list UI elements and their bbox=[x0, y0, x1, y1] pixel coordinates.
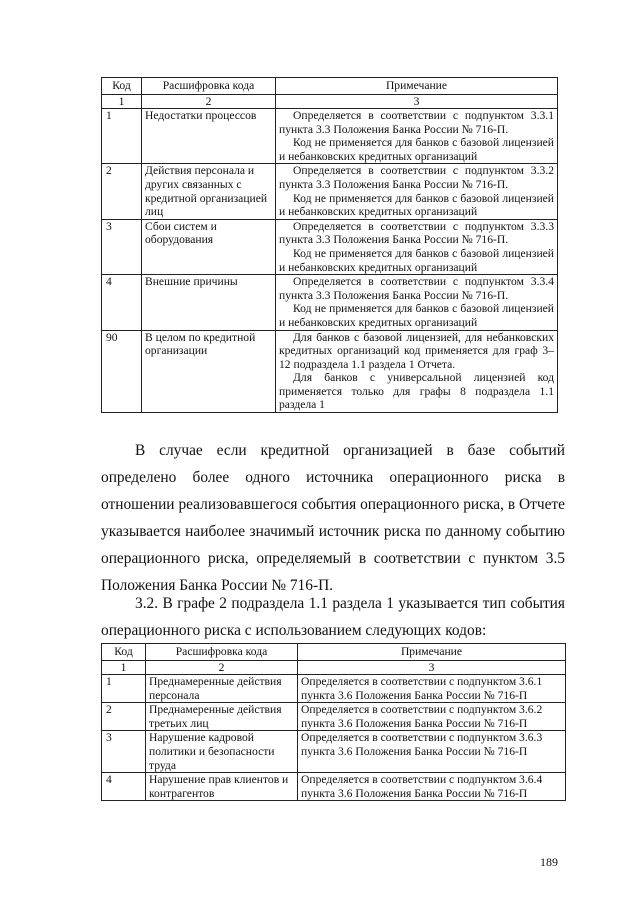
row-name: Нарушение кадровой политики и безопасности труда bbox=[146, 731, 298, 773]
row-note: Определяется в соответствии с подпунктом 3.6.4 пункта 3.6 Положения Банка России № 716-П bbox=[298, 773, 566, 801]
note-line: Определяется в соответствии с подпунктом 3.3.3 пункта 3.3 Положения Банка России № 716-П. bbox=[279, 219, 554, 247]
table-header-row bbox=[102, 644, 566, 661]
header-note: Примечание bbox=[276, 78, 558, 95]
row-name: В целом по кредитной организации bbox=[142, 330, 276, 413]
header-code: Код bbox=[102, 78, 142, 95]
row-name: Преднамеренные действия персонала bbox=[146, 675, 298, 703]
row-code: 4 bbox=[102, 773, 146, 801]
column-number: 1 bbox=[102, 95, 142, 109]
row-name: Действия персонала и других связанных с кредитной организацией лиц bbox=[142, 164, 276, 219]
row-note bbox=[276, 219, 558, 274]
body-paragraph: В случае если кредитной организацией в базе событий определено более одного источника операционного риска в отношении реализовавшегося события операционного риска, в Отчете указывается наиболее значимый источник риска по данному событию операционного риска, определяемый в соответствии с пунктом 3.5 Положения Банка России № 716-П. bbox=[101, 442, 565, 594]
row-note: Определяется в соответствии с подпунктом 3.6.1 пункта 3.6 Положения Банка России № 716-П bbox=[298, 675, 566, 703]
column-number-row bbox=[102, 95, 558, 109]
source-code-table bbox=[101, 77, 558, 413]
note-line: Код не применяется для банков с базовой лицензией и небанковских кредитных организаций bbox=[279, 136, 554, 163]
row-note bbox=[276, 164, 558, 219]
row-note bbox=[276, 275, 558, 330]
row-name: Сбои систем и оборудования bbox=[142, 219, 276, 274]
body-paragraph: 3.2. В графе 2 подраздела 1.1 раздела 1 указывается тип события операционного риска с использованием следующих кодов: bbox=[101, 595, 565, 639]
row-note bbox=[276, 330, 558, 413]
note-line: Определяется в соответствии с подпунктом 3.3.1 пункта 3.3 Положения Банка России № 716-П. bbox=[279, 109, 554, 136]
row-code: 3 bbox=[102, 219, 142, 274]
note-line: Для банков с универсальной лицензией код применяется только для графы 8 подраздела 1.1 раздела 1 bbox=[279, 371, 554, 412]
row-name: Недостатки процессов bbox=[142, 109, 276, 164]
table-row bbox=[102, 275, 558, 330]
page-number: 189 bbox=[540, 855, 558, 869]
note-line: Код не применяется для банков с базовой лицензией и небанковских кредитных организаций bbox=[279, 246, 554, 274]
table-row bbox=[102, 109, 558, 164]
column-number: 3 bbox=[276, 95, 558, 109]
header-name: Расшифровка кода bbox=[142, 78, 276, 95]
row-note bbox=[276, 109, 558, 164]
header-name: Расшифровка кода bbox=[146, 644, 298, 661]
column-number: 3 bbox=[298, 661, 566, 675]
column-number: 1 bbox=[102, 661, 146, 675]
row-code: 1 bbox=[102, 109, 142, 164]
row-code: 3 bbox=[102, 731, 146, 773]
table-row bbox=[102, 773, 566, 801]
table-row bbox=[102, 219, 558, 274]
row-code: 2 bbox=[102, 164, 142, 219]
note-line: Код не применяется для банков с базовой лицензией и небанковских кредитных организаций bbox=[279, 191, 554, 219]
note-line: Определяется в соответствии с подпунктом 3.3.2 пункта 3.3 Положения Банка России № 716-П. bbox=[279, 164, 554, 191]
row-code: 2 bbox=[102, 703, 146, 731]
header-note: Примечание bbox=[298, 644, 566, 661]
row-note: Определяется в соответствии с подпунктом 3.6.3 пункта 3.6 Положения Банка России № 716-П bbox=[298, 731, 566, 773]
table-row bbox=[102, 330, 558, 413]
table-row bbox=[102, 164, 558, 219]
note-line: Код не применяется для банков с базовой лицензией и небанковских кредитных организаций bbox=[279, 302, 554, 329]
row-code: 90 bbox=[102, 330, 142, 413]
row-name: Преднамеренные действия третьих лиц bbox=[146, 703, 298, 731]
column-number: 2 bbox=[146, 661, 298, 675]
row-code: 1 bbox=[102, 675, 146, 703]
table-row bbox=[102, 675, 566, 703]
table-row bbox=[102, 703, 566, 731]
header-code: Код bbox=[102, 644, 146, 661]
row-code: 4 bbox=[102, 275, 142, 330]
table-header-row bbox=[102, 78, 558, 95]
note-line: Определяется в соответствии с подпунктом 3.3.4 пункта 3.3 Положения Банка России № 716-П. bbox=[279, 275, 554, 302]
column-number: 2 bbox=[142, 95, 276, 109]
row-name: Внешние причины bbox=[142, 275, 276, 330]
table-row bbox=[102, 731, 566, 773]
event-type-code-table bbox=[101, 643, 566, 801]
note-line: Для банков с базовой лицензией, для небанковских кредитных организаций код применяется для граф 3–12 подраздела 1.1 раздела 1 Отчета. bbox=[279, 330, 554, 371]
row-name: Нарушение прав клиентов и контрагентов bbox=[146, 773, 298, 801]
column-number-row bbox=[102, 661, 566, 675]
row-note: Определяется в соответствии с подпунктом 3.6.2 пункта 3.6 Положения Банка России № 716-П bbox=[298, 703, 566, 731]
